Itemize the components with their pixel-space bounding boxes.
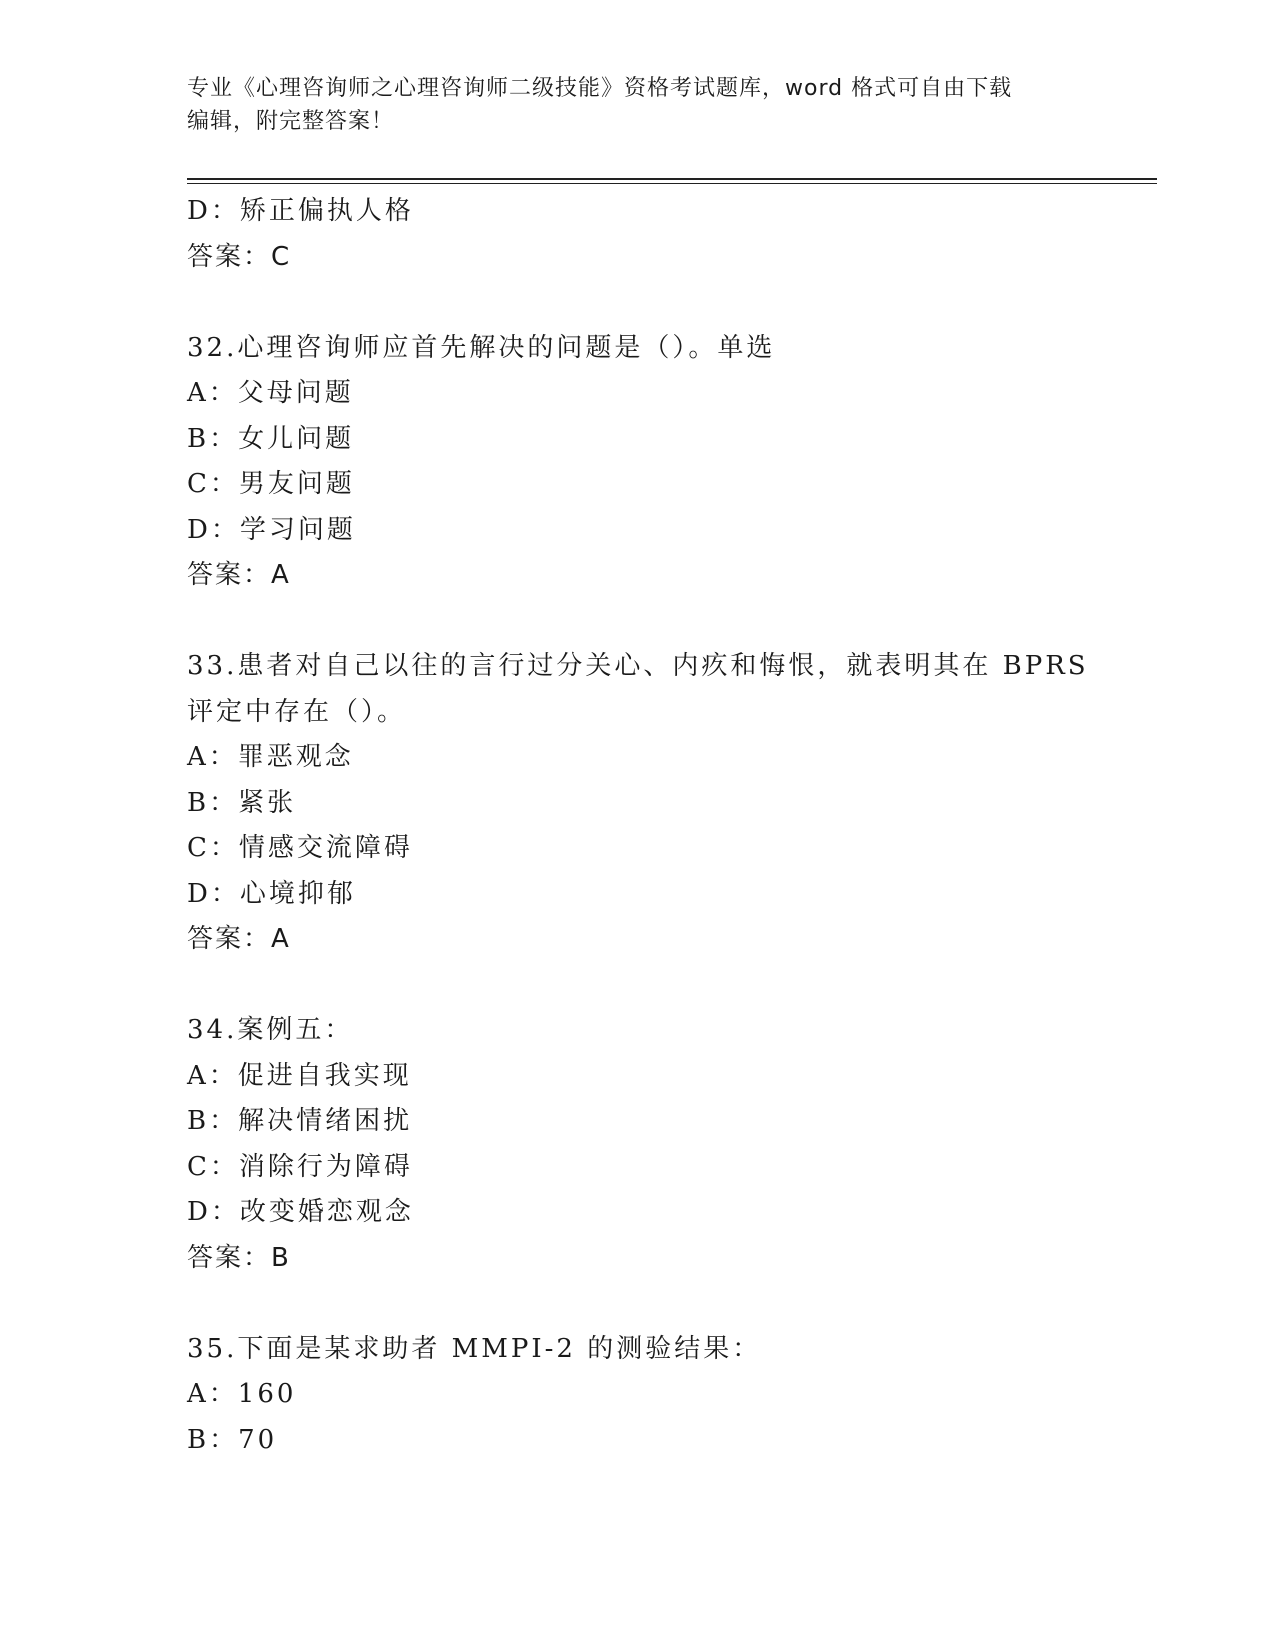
previous-question-tail <box>187 189 1147 280</box>
option-b: B：解决情绪困扰 <box>187 1106 413 1136</box>
document-header <box>187 72 1067 138</box>
answer: 答案：A <box>187 560 291 590</box>
header-rule-thick <box>187 178 1157 180</box>
option-a: A：促进自我实现 <box>187 1060 412 1091</box>
answer: 答案：B <box>187 1242 291 1273</box>
option-c: C：消除行为障碍 <box>187 1151 413 1182</box>
option-d: D：矫正偏执人格 <box>187 196 414 226</box>
option-a: A：父母问题 <box>187 378 354 408</box>
option-c: C：男友问题 <box>187 469 355 499</box>
header-line-2: 编辑，附完整答案！ <box>187 109 395 134</box>
answer: 答案：A <box>187 924 291 954</box>
option-c: C：情感交流障碍 <box>187 833 413 863</box>
question-stem: 32.心理咨询师应首先解决的问题是（）。单选 <box>187 332 776 363</box>
option-d: D：学习问题 <box>187 514 356 545</box>
question-stem: 33.患者对自己以往的言行过分关心、内疚和悔恨，就表明其在 BPRS <box>187 651 1089 681</box>
option-b: B：70 <box>187 1424 278 1455</box>
answer: 答案：C <box>187 241 292 272</box>
document-body <box>187 189 1147 1463</box>
header-rule-thin <box>187 183 1157 184</box>
question-stem: 35.下面是某求助者 MMPI-2 的测验结果： <box>187 1333 762 1364</box>
option-a: A：罪恶观念 <box>187 742 354 772</box>
option-b: B：紧张 <box>187 787 297 818</box>
question-stem-cont: 评定中存在（）。 <box>187 696 407 727</box>
header-line-1: 专业《心理咨询师之心理咨询师二级技能》资格考试题库，word 格式可自由下载 <box>187 76 1013 101</box>
question-32 <box>187 326 1147 599</box>
option-d: D：改变婚恋观念 <box>187 1197 414 1227</box>
option-b: B：女儿问题 <box>187 423 355 454</box>
question-35 <box>187 1327 1147 1464</box>
question-34 <box>187 1008 1147 1281</box>
question-33 <box>187 644 1147 963</box>
option-d: D：心境抑郁 <box>187 878 356 909</box>
option-a: A：160 <box>187 1379 297 1409</box>
question-stem: 34.案例五： <box>187 1015 354 1045</box>
